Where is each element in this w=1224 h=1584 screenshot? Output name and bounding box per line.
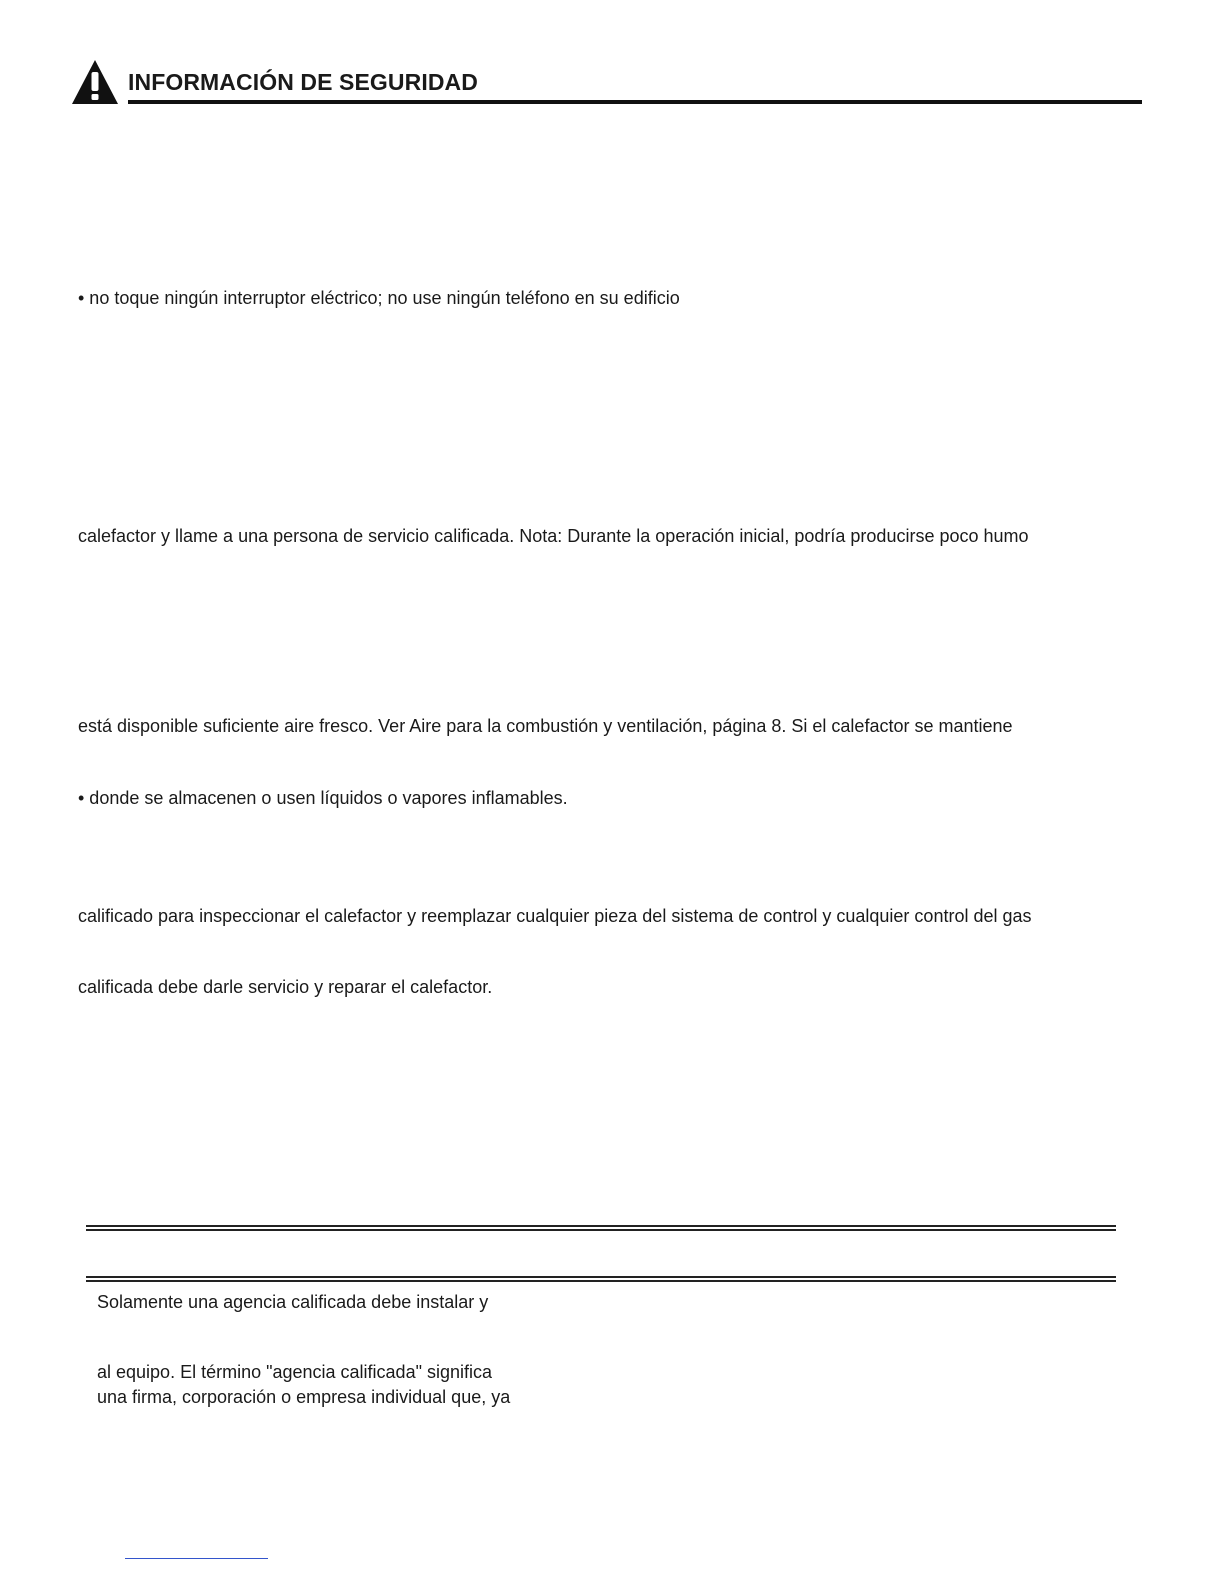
warning-triangle-icon — [70, 58, 120, 106]
section-header — [70, 58, 1142, 108]
body-line-6: calificada debe darle servicio y reparar el calefactor. — [78, 977, 493, 997]
body-line-1: • no toque ningún interruptor eléctrico; no use ningún teléfono en su edificio — [78, 288, 680, 308]
column-line-2: al equipo. El término "agencia calificada" significa — [97, 1362, 492, 1382]
page-title: INFORMACIÓN DE SEGURIDAD — [128, 69, 478, 95]
body-line-2: calefactor y llame a una persona de servicio calificada. Nota: Durante la operación inicial, podría producirse poco humo — [78, 526, 1029, 546]
header-divider — [128, 100, 1142, 104]
column-line-1: Solamente una agencia calificada debe instalar y — [97, 1292, 489, 1312]
body-line-3: está disponible suficiente aire fresco. Ver Aire para la combustión y ventilación, página 8. Si el calefactor se mantiene — [78, 716, 1013, 736]
section-divider-bottom — [86, 1276, 1116, 1282]
footer-link-underline[interactable] — [125, 1558, 268, 1559]
body-line-5: calificado para inspeccionar el calefactor y reemplazar cualquier pieza del sistema de control y cualquier control del gas — [78, 906, 1032, 926]
body-line-4: • donde se almacenen o usen líquidos o vapores inflamables. — [78, 788, 568, 808]
column-line-3: una firma, corporación o empresa individual que, ya — [97, 1387, 511, 1407]
section-divider-top — [86, 1225, 1116, 1231]
